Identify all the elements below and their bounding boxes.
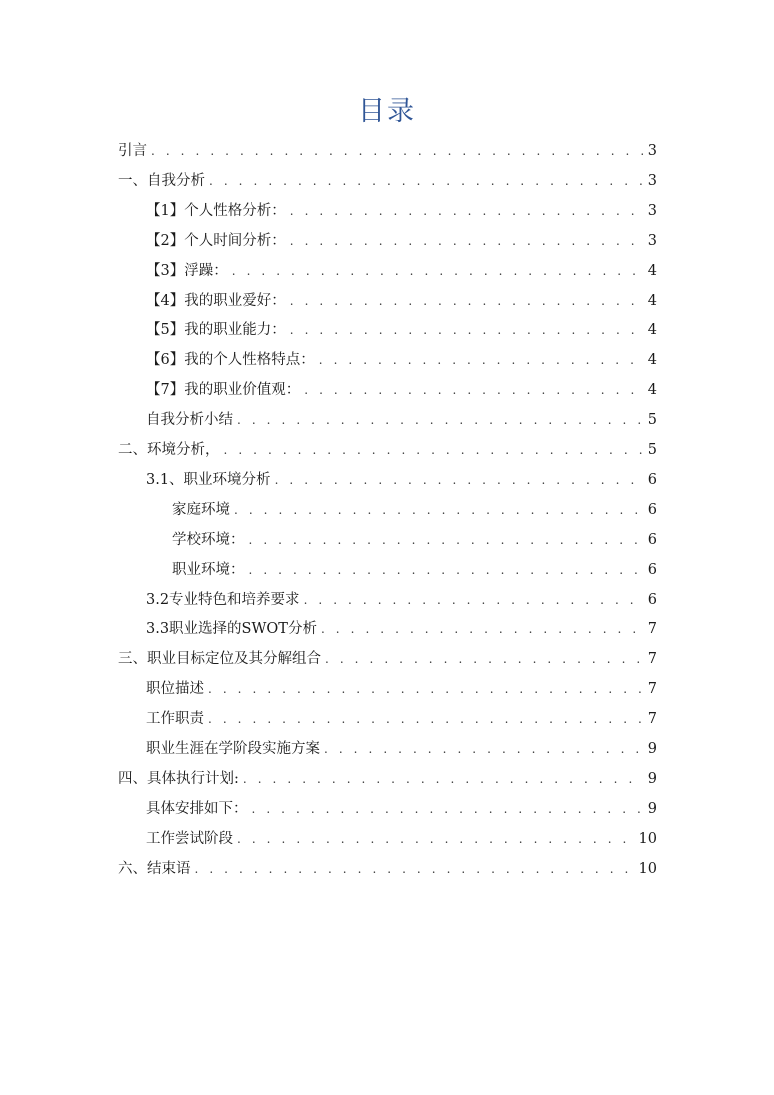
toc-entry-label: 三、职业目标定位及其分解组合 [118, 651, 321, 668]
toc-entry-page-number: 3 [647, 202, 657, 219]
toc-entry[interactable] [146, 794, 657, 824]
toc-entry-page-number: 4 [647, 322, 657, 339]
toc-entry[interactable] [146, 824, 657, 854]
toc-entry-page-number: 7 [647, 681, 657, 698]
toc-entry-page-number: 9 [647, 800, 657, 817]
toc-entry-page-number: 9 [647, 741, 657, 757]
toc-entry-page-number: 7 [647, 651, 657, 668]
toc-entry-label: 【3】浮躁： [146, 262, 228, 279]
toc-entry-label: 【6】我的个人性格特点： [146, 352, 315, 369]
toc-entry[interactable] [172, 495, 657, 525]
toc-entry-page-number: 7 [647, 621, 657, 638]
toc-dot-leader [208, 674, 643, 704]
toc-entry-page-number: 6 [647, 591, 657, 608]
toc-dot-leader [290, 315, 643, 345]
toc-entry-page-number: 3 [647, 232, 657, 249]
toc-entry-label: 具体安排如下： [146, 800, 248, 817]
toc-entry-label: 二、环境分析， [118, 442, 220, 458]
toc-entry-label: 一、自我分析 [118, 172, 205, 189]
toc-entry-label: 四、具体执行计划: [118, 770, 239, 787]
toc-dot-leader [234, 495, 643, 525]
toc-entry[interactable] [146, 286, 657, 316]
toc-dot-leader [319, 345, 643, 375]
toc-entry-label: 六、结束语 [118, 860, 191, 877]
toc-entry-page-number: 6 [647, 561, 657, 578]
toc-dot-leader [321, 614, 643, 644]
toc-dot-leader [290, 286, 643, 316]
toc-entry[interactable] [146, 345, 657, 375]
toc-entry-label: 学校环境： [172, 531, 245, 548]
toc-dot-leader [209, 166, 643, 196]
toc-entry[interactable] [146, 585, 657, 615]
toc-dot-leader [249, 555, 644, 585]
toc-entry-label: 家庭环境 [172, 501, 230, 518]
toc-dot-leader [243, 764, 643, 794]
toc-entry[interactable] [146, 405, 657, 435]
toc-entry-page-number: 9 [647, 770, 657, 787]
toc-entry[interactable] [172, 525, 657, 555]
toc-entry[interactable] [146, 465, 657, 495]
toc-entry-page-number: 6 [647, 501, 657, 518]
toc-entry[interactable] [118, 854, 657, 884]
toc-entry[interactable] [146, 704, 657, 734]
toc-entry-label: 3.1、职业环境分析 [146, 471, 271, 488]
toc-entry-page-number: 4 [647, 292, 657, 309]
toc-dot-leader [304, 375, 643, 405]
toc-entry[interactable] [146, 614, 657, 644]
toc-dot-leader [232, 256, 643, 286]
toc-entry[interactable] [118, 136, 657, 166]
toc-entry-page-number: 4 [647, 352, 657, 369]
toc-entry-label: 自我分析小结 [146, 412, 233, 429]
toc-entry[interactable] [146, 226, 657, 256]
toc-entry-label: 【1】个人性格分析： [146, 202, 286, 219]
toc-dot-leader [195, 854, 635, 884]
toc-entry-label: 【5】我的职业能力： [146, 322, 286, 339]
toc-dot-leader [237, 824, 635, 854]
toc-entry-label: 3.2专业特色和培养要求 [146, 591, 300, 608]
toc-title: 目录 [358, 96, 416, 127]
toc-dot-leader [151, 136, 643, 166]
toc-entry-label: 【2】个人时间分析： [146, 232, 286, 249]
toc-dot-leader [290, 226, 643, 256]
toc-dot-leader [325, 644, 643, 674]
toc-entry-label: 工作职责 [146, 711, 204, 728]
toc-entry-page-number: 5 [647, 412, 657, 429]
toc-entry[interactable] [146, 256, 657, 286]
toc-entry[interactable] [146, 196, 657, 226]
toc-entry-label: 【4】我的职业爱好： [146, 292, 286, 309]
toc-entry[interactable] [118, 764, 657, 794]
toc-entry-page-number: 6 [647, 531, 657, 548]
toc-entry-page-number: 5 [647, 442, 657, 458]
toc-entry-page-number: 3 [647, 143, 657, 159]
toc-dot-leader [252, 794, 644, 824]
toc-entry-label: 职位描述 [146, 681, 204, 698]
toc-entry-page-number: 6 [647, 471, 657, 488]
toc-entry[interactable] [118, 435, 657, 465]
toc-entry-page-number: 10 [638, 830, 657, 847]
toc-entry-page-number: 4 [647, 382, 657, 399]
toc-entry-page-number: 7 [647, 711, 657, 728]
toc-entry-label: 3.3职业选择的SWOT分析 [146, 621, 317, 638]
toc-entry-label: 职业环境： [172, 561, 245, 578]
toc-entry[interactable] [146, 674, 657, 704]
toc-entry[interactable] [146, 375, 657, 405]
toc-entry[interactable] [146, 734, 657, 764]
toc-dot-leader [290, 196, 643, 226]
toc-entry-page-number: 4 [647, 262, 657, 279]
toc-dot-leader [224, 435, 644, 465]
toc-entry[interactable] [118, 166, 657, 196]
toc-entry-label: 【7】我的职业价值观： [146, 382, 301, 399]
toc-entry-label: 引言 [118, 143, 147, 159]
toc-entry-label: 工作尝试阶段 [146, 830, 233, 847]
toc-dot-leader [237, 405, 643, 435]
toc-dot-leader [275, 465, 643, 495]
toc-entry[interactable] [146, 315, 657, 345]
toc-dot-leader [208, 704, 643, 734]
toc-dot-leader [304, 585, 643, 615]
toc-entry-page-number: 3 [647, 172, 657, 189]
toc-dot-leader [249, 525, 644, 555]
toc-entry[interactable] [172, 555, 657, 585]
toc-entry-label: 职业生涯在学阶段实施方案 [146, 741, 320, 757]
toc-dot-leader [324, 734, 643, 764]
toc-entry-page-number: 10 [638, 860, 657, 877]
toc-entry[interactable] [118, 644, 657, 674]
